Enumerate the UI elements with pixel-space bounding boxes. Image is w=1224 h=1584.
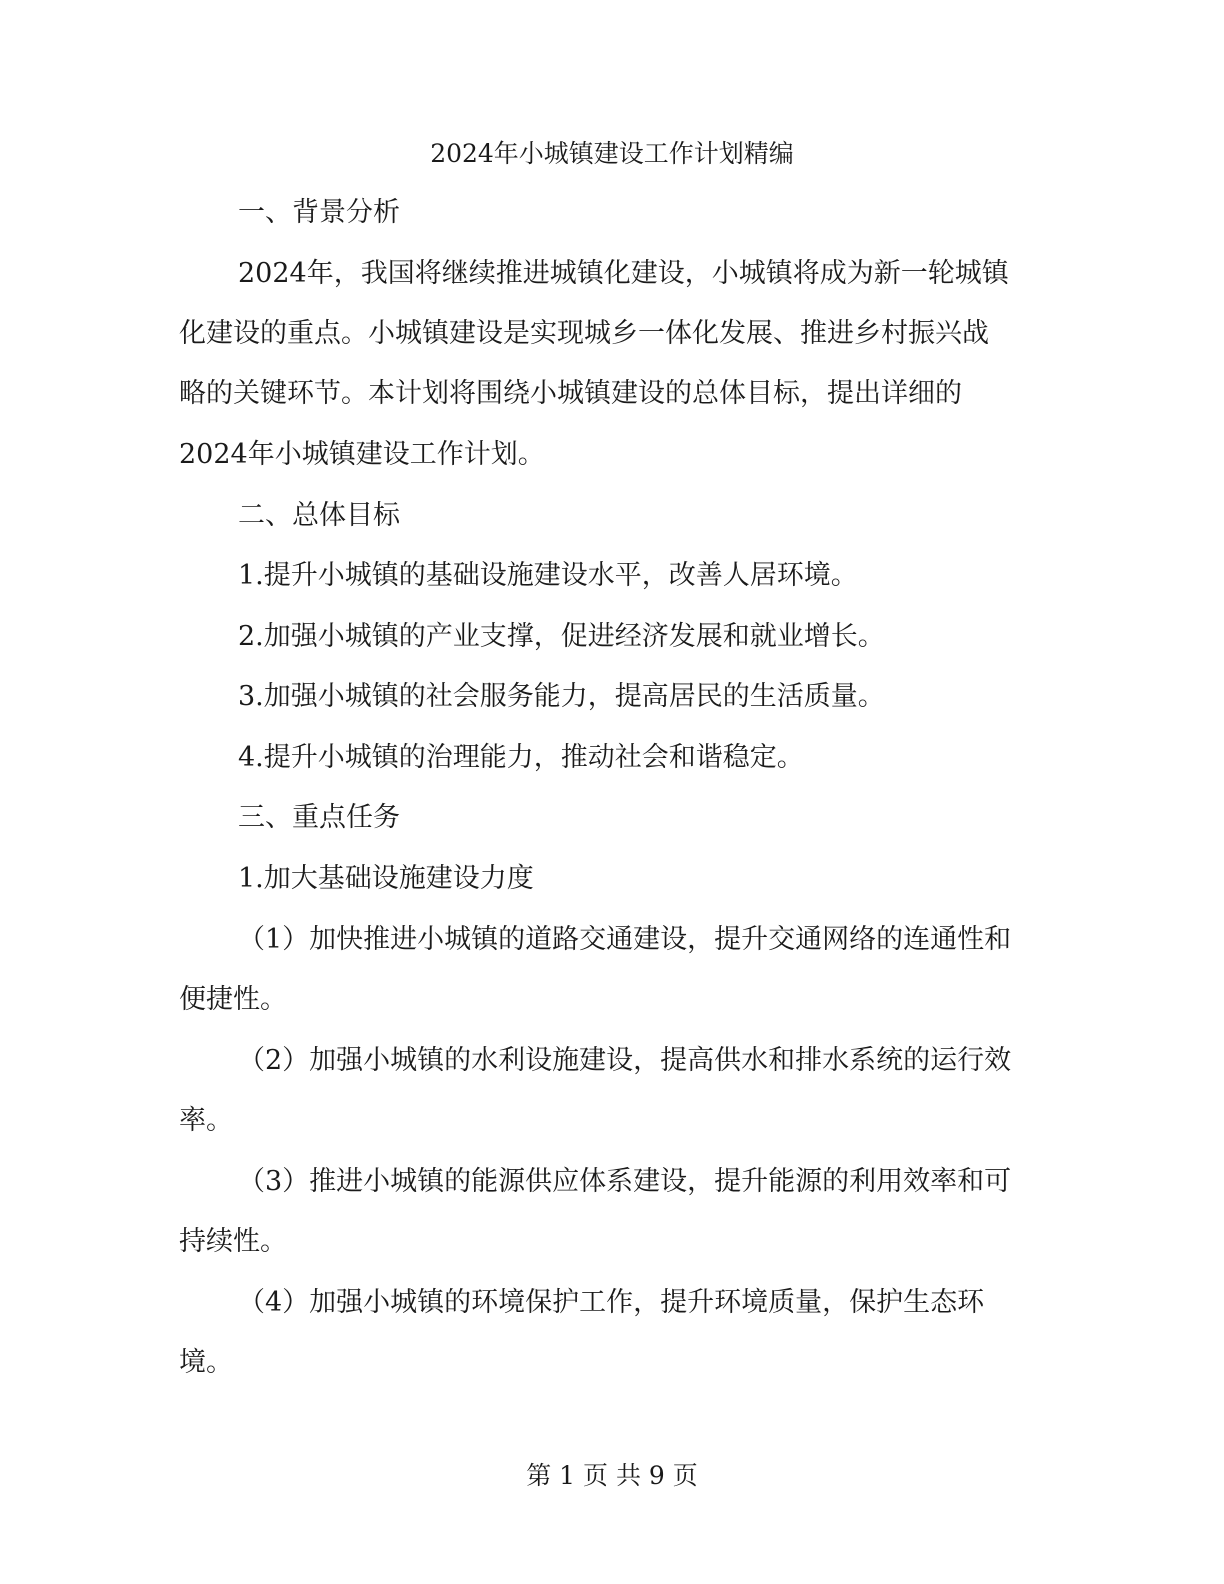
heading-overall-goals: 二、总体目标 [238,500,400,531]
heading-background: 一、背景分析 [238,197,400,228]
goal-item: 4.提升小城镇的治理能力，推动社会和谐稳定。 [238,742,804,773]
goal-item: 1.提升小城镇的基础设施建设水平，改善人居环境。 [238,560,858,591]
page-footer: 第 1 页 共 9 页 [526,1461,698,1490]
task-item-line: 境。 [179,1347,233,1378]
heading-key-tasks: 三、重点任务 [238,802,400,833]
task-item-line: （2）加强小城镇的水利设施建设，提高供水和排水系统的运行效 [238,1045,1012,1076]
paragraph-line: 2024年，我国将继续推进城镇化建设，小城镇将成为新一轮城镇 [238,258,1009,289]
document-title: 2024年小城镇建设工作计划精编 [430,139,794,168]
task-heading: 1.加大基础设施建设力度 [238,863,534,894]
task-item-line: （3）推进小城镇的能源供应体系建设，提升能源的利用效率和可 [238,1166,1012,1197]
task-item-line: （4）加强小城镇的环境保护工作，提升环境质量，保护生态环 [238,1287,985,1318]
task-item-line: （1）加快推进小城镇的道路交通建设，提升交通网络的连通性和 [238,924,1012,955]
task-item-line: 持续性。 [179,1226,287,1257]
goal-item: 3.加强小城镇的社会服务能力，提高居民的生活质量。 [238,681,885,712]
task-item-line: 率。 [179,1105,233,1136]
paragraph-line: 化建设的重点。小城镇建设是实现城乡一体化发展、推进乡村振兴战 [179,318,989,349]
paragraph-line: 略的关键环节。本计划将围绕小城镇建设的总体目标，提出详细的 [179,378,962,409]
paragraph-line: 2024年小城镇建设工作计划。 [179,439,545,470]
goal-item: 2.加强小城镇的产业支撑，促进经济发展和就业增长。 [238,621,885,652]
task-item-line: 便捷性。 [179,984,287,1015]
